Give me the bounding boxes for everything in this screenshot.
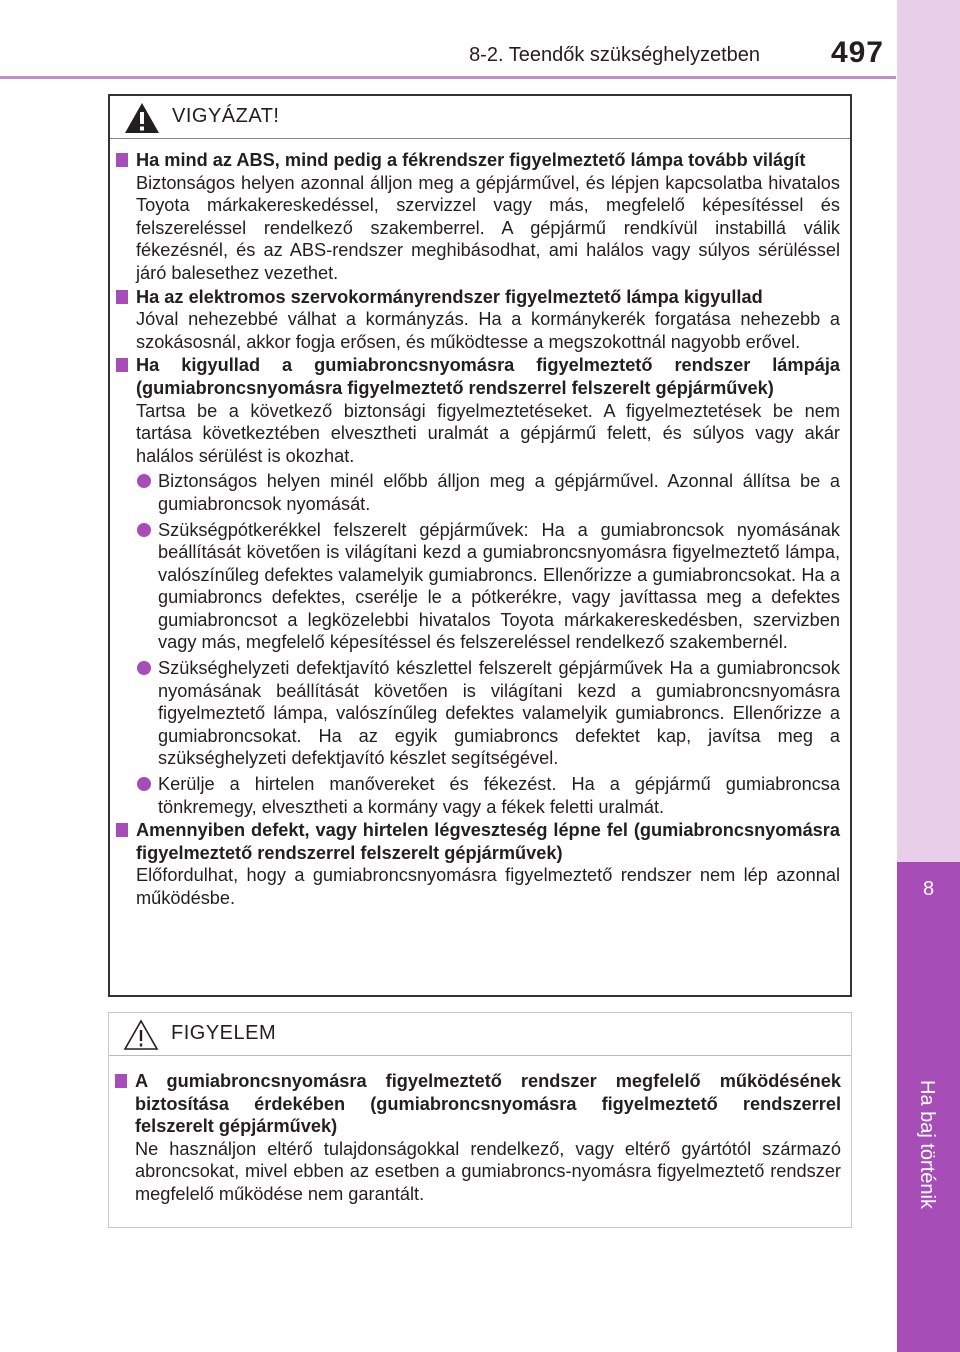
caution-item-title: Ha az elektromos szervokormányrendszer figyelmeztető lámpa kigyullad: [136, 286, 763, 307]
caution-item: [114, 149, 840, 285]
square-bullet-icon: [116, 358, 128, 372]
caution-header: [110, 96, 850, 139]
round-bullet-icon: [137, 777, 151, 791]
bullet-text: Biztonságos helyen minél előbb álljon meg a gépjárművel. Azonnal állítsa be a gumiabroncsok nyomását.: [158, 471, 840, 514]
caution-item-text: Előfordulhat, hogy a gumiabroncsnyomásra figyelmeztető rendszer nem lép azonnal működésbe.: [136, 865, 840, 908]
round-bullet-icon: [137, 523, 151, 537]
side-tab-upper: [897, 0, 960, 862]
notice-label: FIGYELEM: [171, 1022, 277, 1044]
caution-item: [114, 819, 840, 909]
notice-item-title: A gumiabroncsnyomásra figyelmeztető rendszer megfelelő működésének biztosítása érdekében (gumiabroncsnyomásra figyelmeztető rendszerrel felszerelt gépjárművek): [135, 1071, 841, 1137]
notice-item: [113, 1070, 841, 1206]
notice-warning-icon: [123, 1019, 159, 1051]
square-bullet-icon: [116, 823, 128, 837]
round-bullet-icon: [137, 474, 151, 488]
chapter-number: 8: [922, 878, 935, 900]
caution-box: [108, 94, 852, 997]
caution-item-title: Ha kigyullad a gumiabroncsnyomásra figyelmeztető rendszer lámpája (gumiabroncsnyomásra figyelmeztető rendszerrel felszerelt gépjárművek): [136, 355, 840, 398]
notice-item-text: Ne használjon eltérő tulajdonságokkal rendelkező, vagy eltérő gyártótól származó abroncsokat, mivel ebben az esetben a gumiabroncs-nyomásra figyelmeztető rendszer megfelelő működése nem garantált.: [135, 1138, 841, 1204]
notice-header: [109, 1013, 851, 1056]
header-divider: [0, 76, 896, 79]
chapter-title: Ha baj történik: [916, 1080, 938, 1209]
notice-box: [108, 1012, 852, 1228]
caution-item-text: Tartsa be a következő biztonsági figyelmeztetéseket. A figyelmeztetések be nem tartása következtében elvesztheti uralmát a gépjármű felett, és súlyos vagy akár halálos sérülést is okozhat.: [136, 400, 840, 466]
page-number: 497: [830, 36, 884, 69]
square-bullet-icon: [116, 153, 128, 167]
caution-item-title: Amennyiben defekt, vagy hirtelen légveszteség lépne fel (gumiabroncsnyomásra figyelmeztető rendszerrel felszerelt gépjárművek): [136, 820, 840, 863]
square-bullet-icon: [116, 290, 128, 304]
bullet-text: Szükségpótkerékkel felszerelt gépjárművek: Ha a gumiabroncsok nyomásának beállítását követően is világítani kezd a gumiabroncsnyomásra figyelmeztető lámpa, valószínűleg defektes valamelyik gumiabroncs. Ellenőrizze a gumiabroncsokat. Ha a gumiabroncs defektes, cserélje le a pótkerékre, vagy javíttassa meg a defektes gumiabroncsot a legközelebbi hivatalos Toyota márkakereskedésben, szervizben vagy más, megfelelő képesítéssel és felszereléssel rendelkező szakembernél.: [158, 519, 840, 653]
caution-item-text: Biztonságos helyen azonnal álljon meg a gépjárművel, és lépjen kapcsolatba hivatalos Toyota márkakereskedéssel, szervizzel vagy más, megfelelő képesítéssel és felszereléssel rendelkező szakemberrel. A gépjármű rendkívül instabillá válik fékezésnél, és az ABS-rendszer meghibásodhat, ami halálos vagy súlyos sérüléssel járó balesethez vezethet.: [136, 172, 840, 283]
caution-item-text: Jóval nehezebbé válhat a kormányzás. Ha a kormánykerék forgatása nehezebb a szokásosnál, akkor fogja erősen, és működtesse a megszokottnál nagyobb erővel.: [136, 309, 840, 352]
warning-icon: [124, 102, 160, 134]
caution-label: VIGYÁZAT!: [172, 105, 280, 127]
caution-item-title: Ha mind az ABS, mind pedig a fékrendszer figyelmeztető lámpa tovább világít: [136, 150, 806, 170]
section-title: 8-2. Teendők szükséghelyzetben: [469, 44, 760, 66]
bullet-point: [136, 773, 840, 818]
bullet-point: [136, 657, 840, 770]
caution-item: [114, 354, 840, 818]
bullet-text: Szükséghelyzeti defektjavító készlettel felszerelt gépjárművek Ha a gumiabroncsok nyomásának beállítását követően is világítani kezd a gumiabroncsnyomásra figyelmeztető lámpa, valószínűleg defektes valamelyik gumiabroncs. Ellenőrizze a gumiabroncsokat. Ha az egyik gumiabroncs defektet kap, javítsa meg a szükséghelyzeti defektjavító készlet segítségével.: [158, 658, 840, 769]
caution-item: [114, 286, 840, 354]
bullet-point: [136, 519, 840, 655]
square-bullet-icon: [115, 1074, 127, 1088]
round-bullet-icon: [137, 661, 151, 675]
bullet-text: Kerülje a hirtelen manővereket és fékezést. Ha a gépjármű gumiabroncsa tönkremegy, elvesztheti a kormány vagy a fékek feletti uralmát.: [158, 774, 840, 817]
bullet-point: [136, 470, 840, 515]
